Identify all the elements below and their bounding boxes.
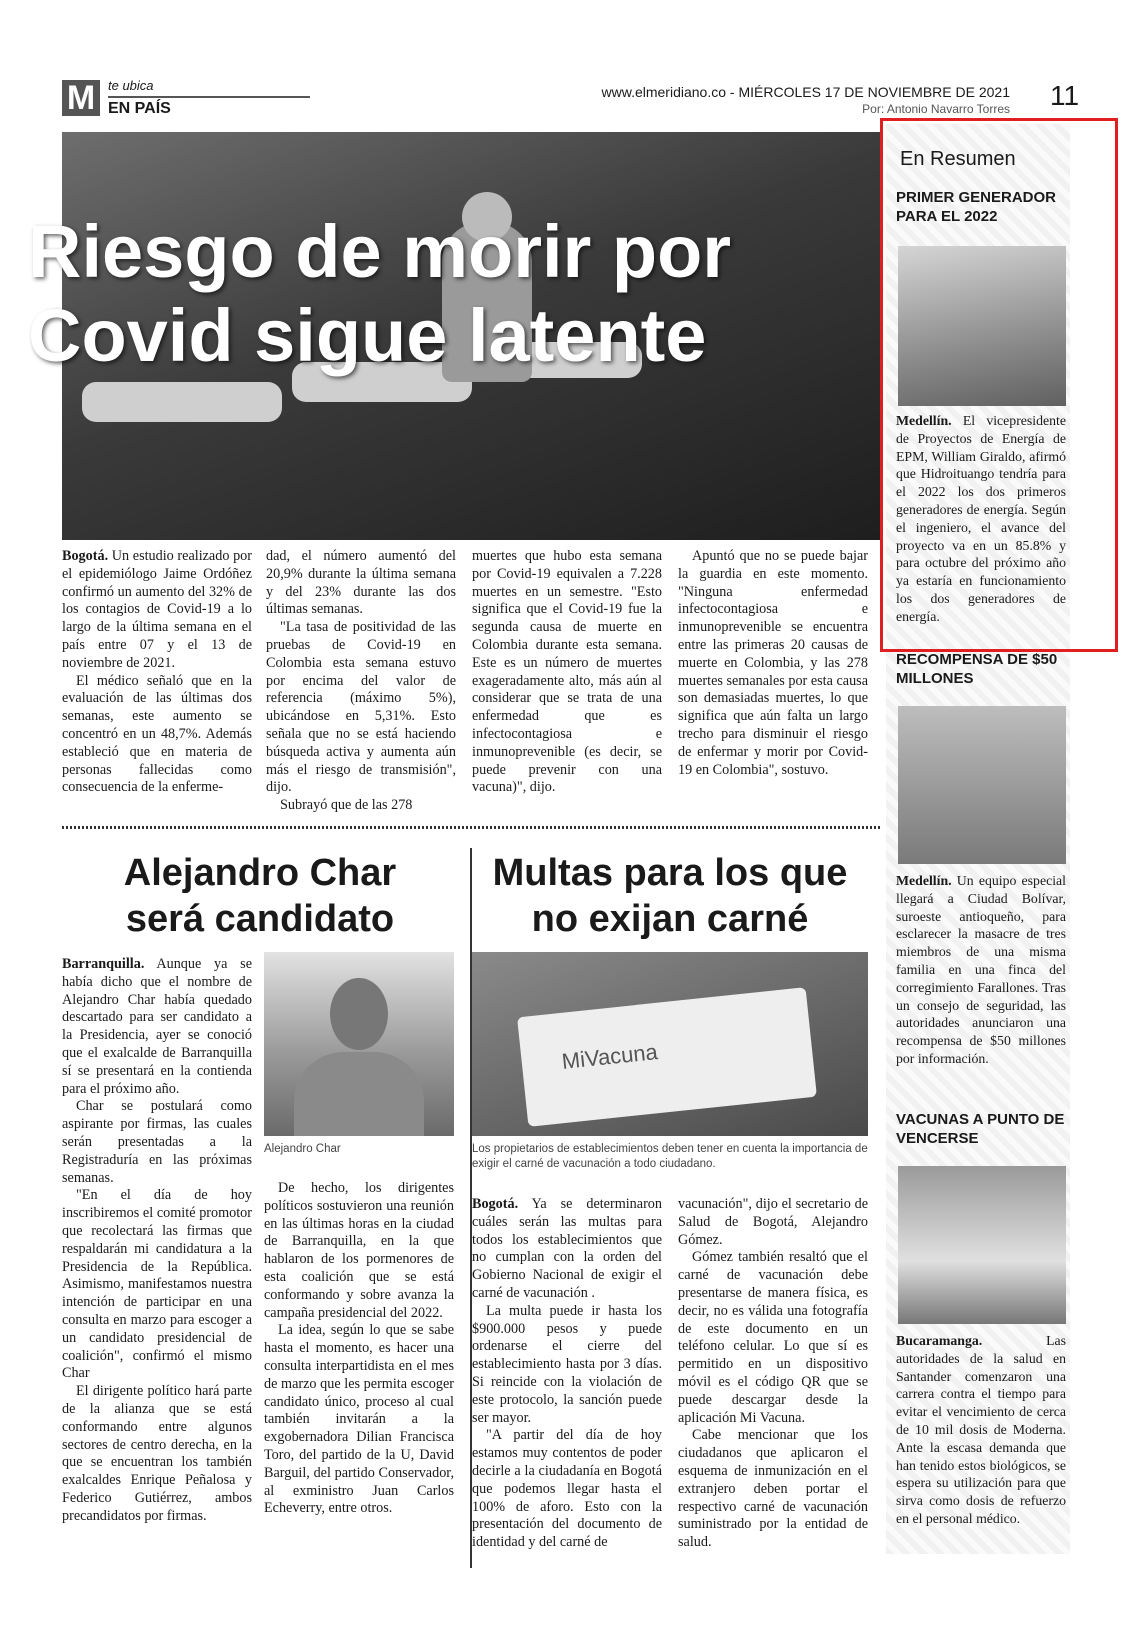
multas-headline xyxy=(472,850,868,942)
lead-column-1 xyxy=(62,548,252,797)
char-column-1 xyxy=(62,956,252,1526)
char-col2-p2: La idea, según lo que se sabe hasta el momento, es hacer una consulta interpartidista en el mes de marzo que les permita escoger candidato único, proceso al cual también invitarán a la exgobernadora Dilian Francisca Toro, del partido de la U, David Barguil, del partido Conservador, al exministro Juan Carlos Echeverry, entre otros. xyxy=(264,1322,454,1517)
lead-dateline: Bogotá. xyxy=(62,548,109,564)
multas-col2-p3: Cabe mencionar que los ciudadanos que aplicaron el esquema de inmunización en el extranjero deben portar el respectivo carné de vacunación suministrado por la entidad de salud. xyxy=(678,1427,868,1551)
header-rule xyxy=(108,96,310,98)
lead-col4-p1: Apuntó que no se puede bajar la guardia en este momento. "Ninguna enfermedad infectocontagiosa e inmunoprevenible se encuentra entre las primeras 20 causas de muerte en Colombia, y las 278 muertes semanales por esta causa son demasiadas muertes, lo que significa que aún falta un largo trecho para disminuir el riesgo de enfermar y morir por Covid-19 en Colombia", sostuvo. xyxy=(678,548,868,778)
section-kicker: te ubica xyxy=(108,78,154,93)
sidebar-item-text xyxy=(896,412,1066,626)
char-col2-p1: De hecho, los dirigentes políticos sostuvieron una reunión en las últimas horas en la ciudad de Barranquilla, en la que hablaron de los pormenores de esta coalición que se está conformando y sobre avanza la campaña presidencial del 2022. xyxy=(264,1180,454,1321)
multas-column-2 xyxy=(678,1196,868,1552)
portrait-head-shape xyxy=(330,978,388,1050)
sidebar-title: En Resumen xyxy=(900,148,1016,170)
multas-column-1 xyxy=(472,1196,662,1552)
page-number: 11 xyxy=(1050,80,1080,111)
char-col1-p4: El dirigente político hará parte de la alianza que se está conformando entre algunos sectores de centro derecha, en la que se encuentran los también exalcaldes Enrique Peñalosa y Federico Gutiérrez, ambos precandidatos por firmas. xyxy=(62,1383,252,1524)
dam-photo xyxy=(898,246,1066,406)
multas-col2-p2: Gómez también resaltó que el carné de vacunación debe presentarse de manera física, es decir, no es válida una fotografía de este documento en un teléfono celular. Lo que sí es permitido en un dispositivo móvil es el código QR que se puede descargar desde la aplicación Mi Vacuna. xyxy=(678,1249,868,1426)
lead-column-3 xyxy=(472,548,662,797)
lead-col3-p1: muertes que hubo esta semana por Covid-19 equivalen a 7.228 muertes en un semestre. "Esto significa que el Covid-19 fue la segunda causa de muerte en Colombia durante esta semana. Este es un número de muertes exageradamente alto, más aún al considerar que se trata de una enfermedad que es infectocontagiosa e inmunoprevenible (es decir, se puede prevenir con una vacuna)", dijo. xyxy=(472,548,662,796)
char-col1-p3: "En el día de hoy inscribiremos el comité promotor que recolectará las firmas que respaldarán mi candidatura a la Presidencia de la República. Asimismo, manifestamos nuestra intención de participar en una consulta en marzo para escoger a un candidato presidencial de coalición", confirmó el mismo Char xyxy=(62,1187,252,1382)
char-headline-line1: Alejandro Char xyxy=(123,852,397,894)
sidebar-item-body: Las autoridades de la salud en Santander comenzaron una carrera contra el tiempo para evitar el vencimiento de cerca de 10 mil dosis de Moderna. Ante la escasa demanda que han tenido estos biológicos, se espera su utilización para que sirva como dosis de refuerzo en el personal médico. xyxy=(896,1333,1066,1526)
vaccine-card-shape xyxy=(517,987,817,1127)
multas-col1-p2: La multa puede ir hasta los $900.000 pesos y puede ordenarse el cierre del establecimiento hasta por 3 días. Si reincide con la violación de este protocolo, la sanción puede ser mayor. xyxy=(472,1302,662,1426)
char-column-2 xyxy=(264,1180,454,1518)
sidebar-item-heading: PRIMER GENERADOR PARA EL 2022 xyxy=(896,189,1057,225)
multas-dateline: Bogotá. xyxy=(472,1196,519,1212)
sidebar-item-dateline: Medellín. xyxy=(896,413,952,428)
lead-headline-line1: Riesgo de morir por xyxy=(28,210,732,293)
char-col1-text: Aunque ya se había dicho que el nombre de Alejandro Char había quedado descartado para ser candidato a la Presidencia, ayer se conoció que el exalcalde de Barranquilla sí se presentará en la contienda para el próximo año. xyxy=(62,956,252,1097)
warehouse-photo xyxy=(898,1166,1066,1324)
portrait-body-shape xyxy=(294,1052,424,1136)
vaccine-card-label: MiVacuna xyxy=(560,1039,659,1074)
hospital-bed-shape xyxy=(82,382,282,422)
lead-column-2 xyxy=(266,548,456,815)
char-headline-line2: será candidato xyxy=(125,898,395,940)
sidebar-item-text xyxy=(896,1332,1066,1528)
char-photo xyxy=(264,952,454,1136)
char-dateline: Barranquilla. xyxy=(62,956,145,972)
sidebar-item-body: El vicepresidente de Proyectos de Energía de EPM, William Giraldo, afirmó que Hidroituango tendría para el 2022 los dos primeros generadores de energía. Según el ingeniero, el avance del proyecto va en un 85.8% y para octubre del próximo año ya estaría en funcionamiento los dos generadores de energía. xyxy=(896,413,1066,624)
char-headline xyxy=(62,850,458,942)
lead-headline xyxy=(28,210,808,378)
lead-column-4 xyxy=(678,548,868,779)
sidebar-item-text xyxy=(896,872,1066,1068)
author-byline: Por: Antonio Navarro Torres xyxy=(862,102,1010,116)
multas-col1-text: Ya se determinaron cuáles serán las multas para todos los establecimientos que no cumplan con la orden del Gobierno Nacional de exigir el carné de vacunación . xyxy=(472,1196,662,1301)
sidebar-item-heading: RECOMPENSA DE $50 MILLONES xyxy=(896,651,1058,687)
lead-col2-p2: "La tasa de positividad de las pruebas de Covid-19 en Colombia esta semana estuvo por encima del valor de referencia (máximo 5%), ubicándose en 5,31%. Esto señala que no se está haciendo búsqueda activa y aumenta aún más el riesgo de transmisión", dijo. xyxy=(266,619,456,796)
multas-headline-line1: Multas para los que xyxy=(492,852,848,894)
sidebar-item-dateline: Bucaramanga. xyxy=(896,1333,983,1348)
section-divider xyxy=(62,826,880,829)
char-col1-p2: Char se postulará como aspirante por firmas, las cuales serán presentadas a la Registraduría en las próximas semanas. xyxy=(62,1098,252,1186)
team-photo xyxy=(898,706,1066,864)
sidebar-item-body: Un equipo especial llegará a Ciudad Bolívar, suroeste antioqueño, para esclarecer la masacre de tres miembros de una misma familia en una finca del corregimiento Farallones. Tras un consejo de seguridad, las autoridades anunciaron una recompensa de $50 millones por información. xyxy=(896,873,1066,1066)
multas-col1-p3: "A partir del día de hoy estamos muy contentos de poder decirle a la ciudadanía en Bogotá que podemos llegar hasta el 100% de aforo. Esto con la presentación del documento de identidad y del carné de xyxy=(472,1427,662,1551)
char-photo-caption: Alejandro Char xyxy=(264,1143,341,1155)
section-name: EN PAÍS xyxy=(108,100,171,117)
multas-headline-line2: no exijan carné xyxy=(531,898,809,940)
lead-col2-p1: dad, el número aumentó del 20,9% durante la última semana y del 23% durante las dos últimas semanas. xyxy=(266,548,456,618)
site-and-date: www.elmeridiano.co - MIÉRCOLES 17 DE NOVIEMBRE DE 2021 xyxy=(601,84,1010,100)
multas-photo-caption: Los propietarios de establecimientos deben tener en cuenta la importancia de exigir el carné de vacunación a todo ciudadano. xyxy=(472,1143,868,1170)
lead-col1-text: Un estudio realizado por el epidemiólogo Jaime Ordóñez confirmó un aumento del 32% de los contagios de Covid-19 a lo largo de la última semana en el país entre 07 y el 13 de noviembre de 2021. xyxy=(62,548,252,671)
lead-headline-line2: Covid sigue latente xyxy=(28,294,707,377)
lead-col1-p2: El médico señaló que en la evaluación de las últimas dos semanas, este aumento se concentró en un 48,7%. Además estableció que en materia de personas fallecidas como consecuencia de la enferme- xyxy=(62,672,252,796)
sidebar-item-dateline: Medellín. xyxy=(896,873,952,888)
sidebar-item-heading: VACUNAS A PUNTO DE VENCERSE xyxy=(896,1111,1065,1147)
lead-col2-p3: Subrayó que de las 278 xyxy=(280,797,413,814)
multas-col2-p1: vacunación", dijo el secretario de Salud de Bogotá, Alejandro Gómez. xyxy=(678,1196,868,1248)
vaccine-card-photo xyxy=(472,952,868,1136)
newspaper-logo: M xyxy=(62,80,100,116)
